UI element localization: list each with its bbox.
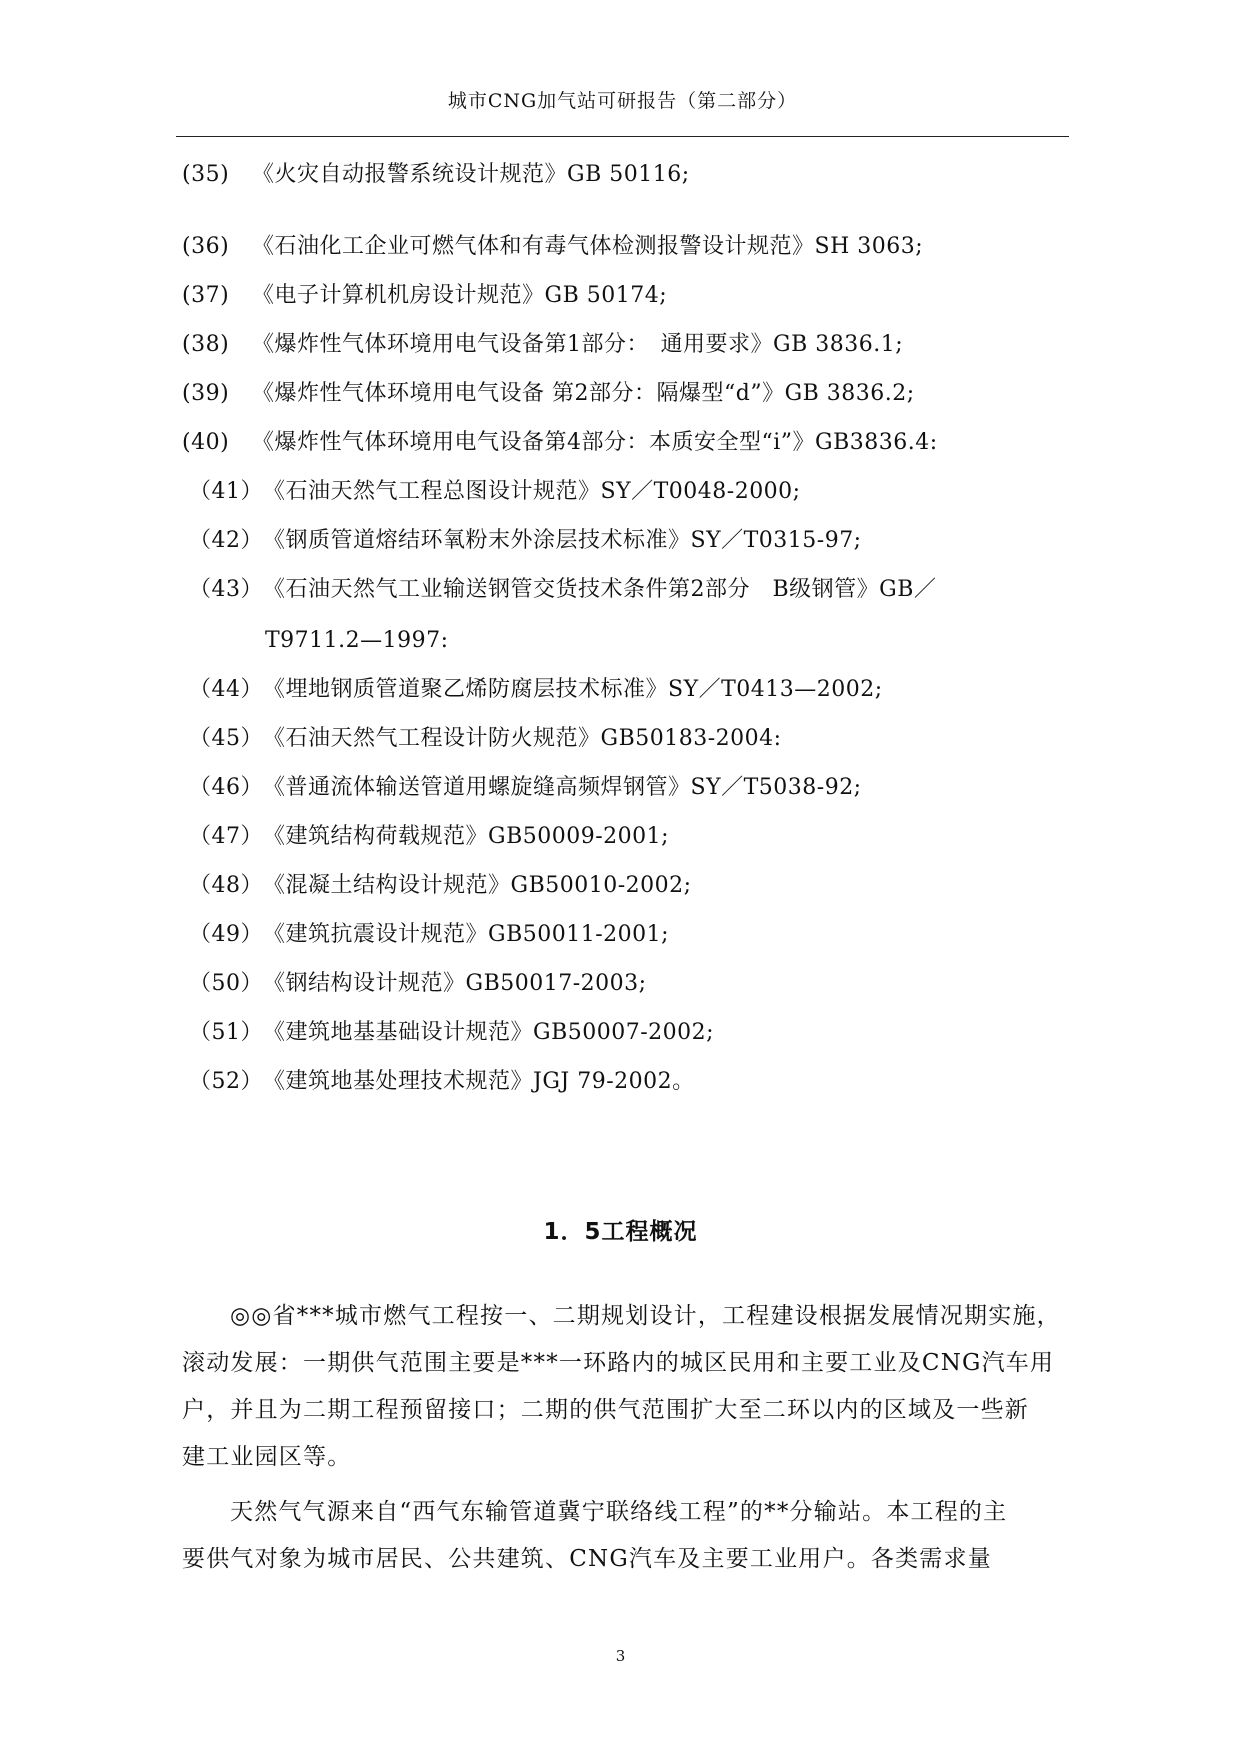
reference-number: （42） [189, 528, 263, 553]
reference-text: 《钢质管道熔结环氧粉末外涂层技术标准》SY／T0315-97; [263, 528, 862, 553]
reference-item [189, 773, 862, 803]
section-heading: 1．5工程概况 [543, 1219, 698, 1245]
reference-number: (35) [182, 162, 230, 187]
paragraph-line: 要供气对象为城市居民、公共建筑、CNG汽车及主要工业用户。各类需求量 [182, 1546, 992, 1572]
reference-number: (37) [182, 283, 230, 308]
reference-item [189, 822, 669, 852]
reference-item [189, 526, 862, 556]
reference-item [189, 920, 669, 950]
reference-text: 《火灾自动报警系统设计规范》GB 50116; [252, 162, 690, 187]
reference-item [182, 281, 667, 311]
reference-number: (38) [182, 332, 230, 357]
reference-item [189, 575, 936, 605]
paragraph-line: 天然气气源来自“西气东输管道冀宁联络线工程”的**分输站。本工程的主 [230, 1499, 1008, 1525]
reference-text: 《石油化工企业可燃气体和有毒气体检测报警设计规范》SH 3063; [252, 234, 924, 259]
reference-item [182, 160, 690, 190]
reference-number: （50） [189, 971, 263, 996]
page-header: 城市CNG加气站可研报告（第二部分） [447, 90, 798, 112]
reference-number: （49） [189, 922, 263, 947]
reference-number: (40) [182, 430, 230, 455]
reference-item [189, 477, 801, 507]
reference-continuation: T9711.2—1997: [265, 628, 449, 653]
reference-item [189, 1067, 695, 1097]
reference-text: 《埋地钢质管道聚乙烯防腐层技术标准》SY／T0413—2002; [263, 677, 883, 702]
reference-text: 《混凝土结构设计规范》GB50010-2002; [263, 873, 692, 898]
reference-text: 《建筑地基处理技术规范》JGJ 79-2002。 [263, 1069, 695, 1094]
reference-text: 《爆炸性气体环境用电气设备第4部分：本质安全型“i”》GB3836.4: [252, 430, 938, 455]
reference-item [182, 232, 923, 262]
reference-item [182, 330, 903, 360]
reference-item [189, 724, 782, 754]
reference-item [189, 675, 883, 705]
reference-number: (36) [182, 234, 230, 259]
reference-number: （45） [189, 726, 263, 751]
reference-item [189, 1018, 714, 1048]
paragraph-line: 建工业园区等。 [182, 1444, 352, 1470]
reference-number: （44） [189, 677, 263, 702]
reference-number: (39) [182, 381, 230, 406]
reference-text: 《电子计算机机房设计规范》GB 50174; [252, 283, 668, 308]
reference-item [189, 871, 692, 901]
reference-text: 《石油天然气工程总图设计规范》SY／T0048-2000; [263, 479, 801, 504]
reference-number: （52） [189, 1069, 263, 1094]
paragraph-line: 滚动发展：一期供气范围主要是***一环路内的城区民用和主要工业及CNG汽车用 [182, 1350, 1055, 1376]
paragraph-line: ◎◎省***城市燃气工程按一、二期规划设计，工程建设根据发展情况期实施， [230, 1303, 1061, 1329]
reference-item [182, 379, 915, 409]
reference-number: （51） [189, 1020, 263, 1045]
reference-item [189, 969, 647, 999]
reference-number: （47） [189, 824, 263, 849]
reference-text: 《爆炸性气体环境用电气设备 第2部分：隔爆型“d”》GB 3836.2; [252, 381, 915, 406]
reference-text: 《普通流体输送管道用螺旋缝高频焊钢管》SY／T5038-92; [263, 775, 862, 800]
reference-number: （46） [189, 775, 263, 800]
reference-text: 《建筑地基基础设计规范》GB50007-2002; [263, 1020, 715, 1045]
page-number: 3 [615, 1647, 626, 1665]
reference-number: （41） [189, 479, 263, 504]
reference-text: 《建筑结构荷载规范》GB50009-2001; [263, 824, 670, 849]
reference-text: 《建筑抗震设计规范》GB50011-2001; [263, 922, 670, 947]
reference-number: （43） [189, 577, 263, 602]
reference-text: 《石油天然气工程设计防火规范》GB50183-2004: [263, 726, 782, 751]
reference-text: 《爆炸性气体环境用电气设备第1部分： 通用要求》GB 3836.1; [252, 332, 904, 357]
paragraph-line: 户，并且为二期工程预留接口；二期的供气范围扩大至二环以内的区域及一些新 [182, 1397, 1029, 1423]
reference-item [182, 428, 938, 458]
reference-text: 《石油天然气工业输送钢管交货技术条件第2部分 B级钢管》GB／ [263, 577, 937, 602]
reference-text: 《钢结构设计规范》GB50017-2003; [263, 971, 647, 996]
reference-number: （48） [189, 873, 263, 898]
